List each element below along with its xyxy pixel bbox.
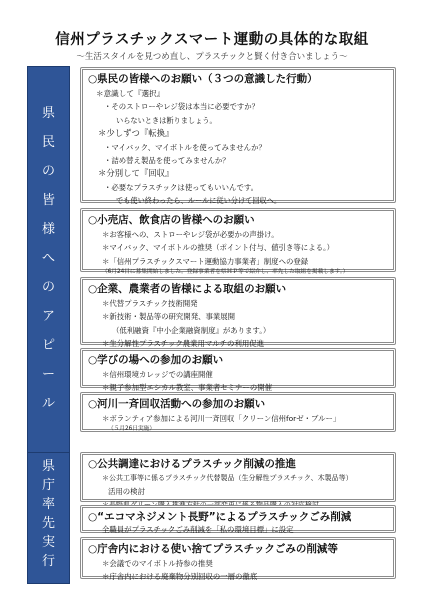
note-text: （５月26日実施） [108, 426, 156, 433]
list-item: ＊生分解性プラスチック農業用マルチの利用促進 [102, 339, 265, 349]
list-item: ・そのストローやレジ袋は本当に必要ですか？ [104, 102, 260, 112]
list-item: でも使い終わったら、ルールに従い分けて回収へ。 [116, 196, 282, 206]
list-item: ・マイバック、マイボトルを使ってみませんか？ [104, 142, 266, 152]
section-eco-management [80, 505, 396, 533]
band-char: 県 [41, 459, 55, 474]
list-item: （低利融資『中小企業融資制度』があります。） [112, 325, 271, 335]
band-char: の [41, 280, 55, 295]
list-item: ＊意識して『選択』 [96, 89, 165, 98]
list-item: 全職員がプラスチックごみ削減を「私の環境目標」に設定 [102, 525, 294, 534]
section-heading: ○庁舎内における使い捨てプラスチックごみの削減等 [88, 543, 338, 555]
list-item: ＊会議でのマイボトル持参の推奨 [102, 559, 213, 568]
band-char: 皆 [41, 193, 55, 208]
list-item: ＊ボランティア参加による河川一斉回収「クリーン信州forゼ・ブルー」 [102, 414, 341, 423]
page-subtitle: ～生活スタイルを見つめ直し、プラスチックと賢く付き合いましょう～ [76, 52, 348, 62]
band-char: 先 [41, 516, 55, 531]
list-item: ＊信州環境カレッジでの講座開催 [102, 370, 213, 379]
list-item: いらないときは断りましょう。 [116, 115, 217, 125]
band-char: 率 [41, 497, 55, 512]
band-char: ア [41, 309, 55, 324]
band-char: ー [41, 367, 55, 382]
list-item: ＊分別して『回収』 [98, 168, 174, 179]
band-char: ル [41, 396, 55, 411]
list-item: ・詰め替え製品を使ってみませんか？ [104, 156, 230, 166]
section-heading: ○県民の皆様へのお願い（３つの意識した行動） [88, 73, 318, 85]
list-item: ＊代替プラスチック技術開発 [102, 299, 198, 308]
list-item: ＊公共工事等に係るプラスチック代替製品（生分解性プラスチック、木製品等） [102, 474, 353, 482]
section-heading: ○学びの場への参加のお願い [88, 354, 224, 366]
band-char: 庁 [41, 478, 55, 493]
list-item: ＊親子参加型エシカル教室、事業者セミナーの開催 [102, 383, 272, 393]
list-item: ＊「信州プラスチックスマート運動協力事業者」制度への登録 [102, 256, 309, 266]
section-river [80, 392, 396, 432]
list-item: ＊マイバック、マイボトルの推奨（ポイント付与、値引き等による。） [102, 243, 335, 253]
band-char: 行 [41, 554, 55, 569]
list-item: ＊お客様への、ストローやレジ袋が必要かの声掛け。 [102, 230, 279, 239]
section-heading: ○河川一斉回収活動への参加のお願い [88, 398, 266, 410]
section-procurement [80, 452, 396, 502]
note-text: （6月24日に募集開始しました。登録事業者を県ＨＰ等で紹介し、率先した取組を掲載します。） [102, 269, 349, 276]
band-char: 実 [41, 535, 55, 550]
section-heading: ○公共調達におけるプラスチック削減の推進 [88, 458, 296, 470]
band-char: の [41, 164, 55, 179]
list-item: ・必要なプラスチックは使ってもいいんです。 [104, 182, 259, 192]
band-citizens [27, 66, 70, 486]
band-char: 県 [41, 106, 55, 121]
section-business [80, 277, 396, 349]
list-item: ＊少しずつ『転換』 [98, 128, 174, 139]
section-learning [80, 348, 396, 393]
band-char: ピ [41, 338, 55, 353]
section-retail [80, 208, 396, 276]
section-heading: ○“エコマネジメント長野”によるプラスチックごみ削減 [88, 511, 352, 523]
band-char: 様 [41, 222, 55, 237]
section-heading: ○企業、農業者の皆様による取組のお願い [88, 283, 287, 295]
band-char: へ [41, 251, 55, 266]
section-residents [80, 67, 396, 206]
list-item: ＊庁舎内における廃棄物分別回収の一層の徹底 [102, 572, 258, 582]
band-char: 民 [41, 135, 55, 150]
list-item: ＊新技術・製品等の研究開発、事業展開 [102, 312, 236, 322]
list-item: 活用の検討 [108, 487, 145, 497]
section-heading: ○小売店、飲食店の皆様へのお願い [88, 214, 255, 226]
section-office [80, 537, 396, 582]
band-prefecture [27, 452, 70, 584]
page-title: 信州プラスチックスマート運動の具体的な取組 [55, 32, 369, 48]
